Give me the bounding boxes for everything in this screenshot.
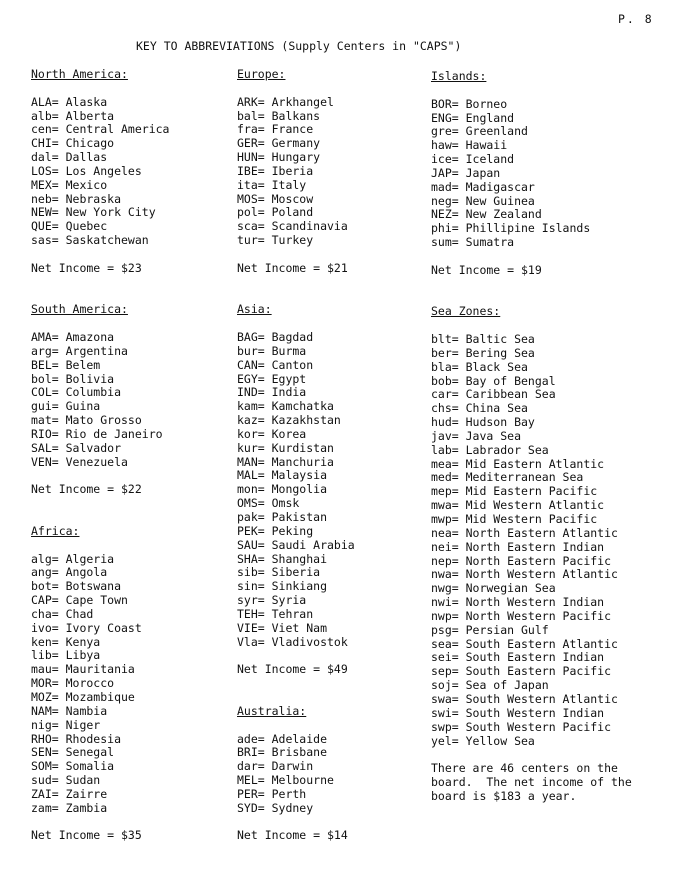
abbreviation-entry: OMS= Omsk — [237, 496, 300, 511]
abbreviation-entry: ALA= Alaska — [31, 94, 108, 109]
abbreviation-entry: cen= Central America — [31, 122, 170, 137]
abbreviation-entry: swa= South Western Atlantic — [431, 691, 618, 706]
section — [237, 705, 355, 871]
abbreviation-entry: HUN= Hungary — [237, 150, 321, 165]
spacer — [31, 511, 169, 525]
abbreviation-entry: bal= Balkans — [237, 108, 321, 123]
spacer — [237, 719, 355, 733]
abbreviation-entry: NEZ= New Zealand — [431, 207, 542, 222]
spacer — [237, 816, 355, 830]
abbreviation-entry: bob= Bay of Bengal — [431, 373, 556, 388]
section — [31, 68, 169, 303]
abbreviation-entry: LOS= Los Angeles — [31, 163, 142, 178]
abbreviation-entry: sud= Sudan — [31, 773, 101, 788]
abbreviation-entry: PEK= Peking — [237, 523, 314, 538]
abbreviation-entry: MOR= Morocco — [31, 676, 115, 691]
abbreviation-entry: GER= Germany — [237, 136, 321, 151]
abbreviation-entry: haw= Hawaii — [431, 138, 508, 153]
section-heading: Africa: — [31, 523, 80, 538]
section — [431, 305, 632, 803]
abbreviation-entry: cha= Chad — [31, 606, 94, 621]
abbreviation-entry: med= Mediterranean Sea — [431, 470, 584, 485]
section — [31, 525, 169, 871]
spacer — [31, 843, 169, 857]
abbreviation-entry: car= Caribbean Sea — [431, 387, 556, 402]
spacer — [237, 649, 355, 663]
page-title: KEY TO ABBREVIATIONS (Supply Centers in "CAPS") — [136, 39, 462, 53]
abbreviation-entry: kaz= Kazakhstan — [237, 413, 341, 428]
spacer — [237, 857, 355, 871]
abbreviation-entry: TEH= Tehran — [237, 606, 314, 621]
abbreviation-entry: pak= Pakistan — [237, 510, 328, 524]
abbreviation-entry: zam= Zambia — [31, 800, 108, 815]
abbreviation-entry: MOS= Moscow — [237, 191, 314, 206]
abbreviation-entry: phi= Phillipine Islands — [431, 221, 591, 236]
abbreviation-entry: neb= Nebraska — [31, 191, 122, 206]
abbreviation-entry: alb= Alberta — [31, 108, 115, 123]
abbreviation-list — [237, 331, 355, 663]
abbreviation-entry: RHO= Rhodesia — [31, 731, 122, 746]
abbreviation-entry: ivo= Ivory Coast — [31, 620, 142, 635]
abbreviation-entry: bot= Botswana — [31, 579, 122, 594]
spacer — [31, 816, 169, 830]
spacer — [431, 319, 632, 333]
section-heading: Asia: — [237, 302, 272, 317]
abbreviation-entry: bur= Burma — [237, 343, 307, 358]
abbreviation-entry: SYD= Sydney — [237, 800, 314, 815]
abbreviation-entry: arg= Argentina — [31, 343, 128, 358]
spacer — [31, 857, 169, 871]
abbreviation-entry: ber= Bering Sea — [431, 345, 535, 360]
spacer — [431, 250, 632, 264]
spacer — [31, 539, 169, 553]
abbreviation-entry: psg= Persian Gulf — [431, 622, 549, 637]
abbreviation-entry: MAN= Manchuria — [237, 454, 334, 469]
abbreviation-entry: sum= Sumatra — [431, 235, 515, 250]
abbreviation-entry: kur= Kurdistan — [237, 440, 334, 455]
abbreviation-entry: sin= Sinkiang — [237, 579, 328, 594]
abbreviation-entry: jav= Java Sea — [431, 428, 522, 443]
abbreviation-entry: ARK= Arkhangel — [237, 94, 334, 109]
abbreviation-entry: EGY= Egypt — [237, 371, 307, 386]
abbreviation-list — [31, 553, 169, 830]
spacer — [237, 691, 355, 705]
net-income: Net Income = $23 — [31, 260, 142, 275]
spacer — [237, 276, 355, 290]
spacer — [237, 290, 355, 304]
abbreviation-entry: alg= Algeria — [31, 551, 115, 566]
abbreviation-entry: ade= Adelaide — [237, 731, 328, 746]
abbreviation-list — [237, 96, 355, 262]
abbreviation-entry: mad= Madigascar — [431, 179, 535, 194]
abbreviation-entry: nea= North Eastern Atlantic — [431, 525, 618, 540]
net-income: Net Income = $19 — [431, 262, 542, 277]
spacer — [431, 292, 632, 306]
abbreviation-entry: NAM= Nambia — [31, 703, 108, 718]
section — [237, 68, 355, 303]
spacer — [431, 84, 632, 98]
abbreviation-entry: AMA= Amazona — [31, 330, 115, 345]
abbreviation-entry: BOR= Borneo — [431, 96, 508, 111]
abbreviation-entry: mon= Mongolia — [237, 482, 328, 497]
abbreviation-entry: gui= Guina — [31, 399, 101, 414]
abbreviation-entry: CAN= Canton — [237, 357, 314, 372]
spacer — [237, 677, 355, 691]
net-income: Net Income = $14 — [237, 828, 348, 843]
abbreviation-entry: lab= Labrador Sea — [431, 442, 549, 457]
abbreviation-entry: bol= Bolivia — [31, 371, 115, 386]
spacer — [431, 278, 632, 292]
abbreviation-entry: SAU= Saudi Arabia — [237, 537, 355, 552]
abbreviation-list — [431, 98, 632, 264]
spacer — [31, 497, 169, 511]
abbreviation-entry: QUE= Quebec — [31, 219, 108, 234]
abbreviation-entry: mwp= Mid Western Pacific — [431, 512, 598, 526]
abbreviation-entry: IBE= Iberia — [237, 163, 314, 178]
abbreviation-entry: blt= Baltic Sea — [431, 332, 535, 347]
summary-note-line: board is $183 a year. — [431, 788, 577, 803]
spacer — [237, 82, 355, 96]
spacer — [237, 248, 355, 262]
abbreviation-entry: MEX= Mexico — [31, 177, 108, 192]
abbreviation-entry: PER= Perth — [237, 786, 307, 801]
abbreviation-entry: IND= India — [237, 385, 307, 400]
abbreviation-entry: swp= South Western Pacific — [431, 719, 612, 734]
abbreviation-entry: yel= Yellow Sea — [431, 733, 535, 748]
abbreviation-list — [31, 331, 169, 483]
abbreviation-entry: ang= Angola — [31, 565, 108, 580]
abbreviation-entry: BRI= Brisbane — [237, 745, 328, 760]
net-income: Net Income = $21 — [237, 260, 348, 275]
abbreviation-entry: MAL= Malaysia — [237, 468, 328, 483]
abbreviation-entry: CHI= Chicago — [31, 136, 115, 151]
abbreviation-entry: mea= Mid Eastern Atlantic — [431, 456, 605, 471]
abbreviation-entry: sib= Siberia — [237, 565, 321, 580]
abbreviation-entry: mau= Mauritania — [31, 662, 135, 677]
abbreviation-entry: VIE= Viet Nam — [237, 620, 328, 635]
abbreviation-entry: swi= South Western Indian — [431, 705, 605, 720]
abbreviation-entry: SHA= Shanghai — [237, 551, 328, 566]
abbreviation-entry: nep= North Eastern Pacific — [431, 553, 612, 568]
abbreviation-entry: gre= Greenland — [431, 124, 528, 139]
abbreviation-entry: kor= Korea — [237, 426, 307, 441]
net-income: Net Income = $22 — [31, 482, 142, 497]
abbreviation-entry: BAG= Bagdad — [237, 330, 314, 345]
abbreviation-entry: soj= Sea of Japan — [431, 678, 549, 693]
abbreviation-entry: pol= Poland — [237, 205, 314, 220]
spacer — [31, 290, 169, 304]
abbreviation-entry: sas= Saskatchewan — [31, 233, 149, 248]
abbreviation-entry: syr= Syria — [237, 593, 307, 608]
abbreviation-entry: sei= South Eastern Indian — [431, 650, 605, 665]
abbreviation-entry: sea= South Eastern Atlantic — [431, 636, 618, 651]
abbreviation-entry: sep= South Eastern Pacific — [431, 664, 612, 679]
spacer — [237, 317, 355, 331]
column-2 — [237, 68, 355, 871]
section-heading: North America: — [31, 67, 128, 81]
abbreviation-entry: lib= Libya — [31, 648, 101, 663]
abbreviation-entry: dar= Darwin — [237, 759, 314, 774]
abbreviation-entry: RIO= Rio de Janeiro — [31, 426, 163, 441]
abbreviation-entry: mep= Mid Eastern Pacific — [431, 484, 598, 499]
spacer — [31, 469, 169, 483]
abbreviation-entry: ita= Italy — [237, 177, 307, 192]
section — [431, 70, 632, 305]
abbreviation-entry: fra= France — [237, 122, 314, 137]
abbreviation-entry: hud= Hudson Bay — [431, 415, 535, 430]
abbreviation-list — [237, 733, 355, 830]
abbreviation-entry: JAP= Japan — [431, 165, 501, 180]
page-number: P. 8 — [618, 12, 654, 26]
spacer — [31, 317, 169, 331]
summary-note-line: There are 46 centers on the — [431, 761, 618, 776]
section-heading: Sea Zones: — [431, 304, 501, 319]
abbreviation-entry: mat= Mato Grosso — [31, 413, 142, 428]
abbreviation-entry: neg= New Guinea — [431, 193, 535, 208]
abbreviation-entry: ENG= England — [431, 110, 515, 125]
spacer — [31, 276, 169, 290]
abbreviation-entry: MOZ= Mozambique — [31, 689, 135, 704]
abbreviation-entry: nei= North Eastern Indian — [431, 539, 605, 554]
abbreviation-list — [431, 333, 632, 762]
spacer — [31, 248, 169, 262]
abbreviation-entry: SAL= Salvador — [31, 440, 122, 455]
abbreviation-entry: nwi= North Western Indian — [431, 595, 605, 610]
abbreviation-list — [31, 96, 169, 262]
abbreviation-entry: bla= Black Sea — [431, 359, 528, 374]
abbreviation-entry: MEL= Melbourne — [237, 773, 334, 788]
net-income: Net Income = $35 — [31, 828, 142, 843]
abbreviation-entry: ice= Iceland — [431, 152, 515, 167]
spacer — [431, 748, 632, 762]
abbreviation-entry: ZAI= Zairre — [31, 786, 108, 801]
abbreviation-entry: SEN= Senegal — [31, 745, 115, 760]
abbreviation-entry: mwa= Mid Western Atlantic — [431, 498, 605, 513]
abbreviation-entry: nwg= Norwegian Sea — [431, 581, 556, 596]
abbreviation-entry: nig= Niger — [31, 717, 101, 732]
section-heading: Australia: — [237, 703, 307, 718]
spacer — [31, 82, 169, 96]
abbreviation-entry: NEW= New York City — [31, 205, 156, 220]
abbreviation-entry: tur= Turkey — [237, 233, 314, 248]
abbreviation-entry: VEN= Venezuela — [31, 454, 128, 469]
spacer — [237, 843, 355, 857]
section — [237, 303, 355, 704]
section-heading: South America: — [31, 302, 128, 317]
abbreviation-entry: nwp= North Western Pacific — [431, 608, 612, 623]
abbreviation-entry: dal= Dallas — [31, 150, 108, 165]
summary-note-line: board. The net income of the — [431, 775, 632, 790]
column-1 — [31, 68, 169, 871]
abbreviation-entry: nwa= North Western Atlantic — [431, 567, 618, 582]
net-income: Net Income = $49 — [237, 662, 348, 677]
abbreviation-entry: CAP= Cape Town — [31, 593, 128, 608]
abbreviation-entry: sca= Scandinavia — [237, 219, 348, 234]
abbreviation-entry: BEL= Belem — [31, 357, 101, 372]
section-heading: Europe: — [237, 67, 286, 81]
abbreviation-entry: COL= Columbia — [31, 385, 122, 400]
abbreviation-entry: Vla= Vladivostok — [237, 634, 348, 649]
abbreviation-entry: kam= Kamchatka — [237, 399, 334, 414]
abbreviation-entry: SOM= Somalia — [31, 759, 115, 774]
section — [31, 303, 169, 525]
column-3 — [431, 70, 632, 804]
abbreviation-entry: ken= Kenya — [31, 634, 101, 649]
section-heading: Islands: — [431, 69, 487, 83]
abbreviation-entry: chs= China Sea — [431, 401, 528, 416]
